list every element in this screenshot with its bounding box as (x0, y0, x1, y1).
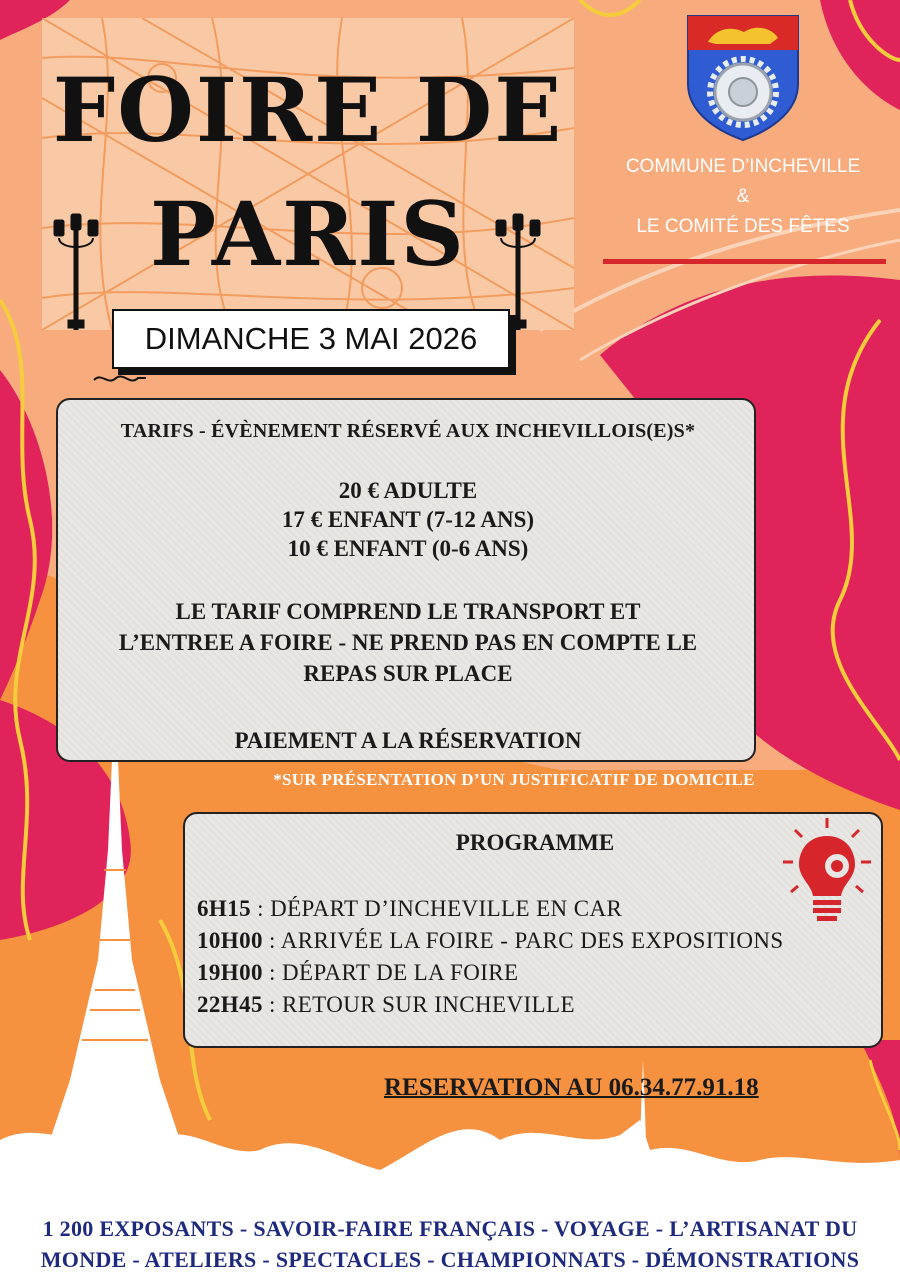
schedule-text: : DÉPART DE LA FOIRE (262, 960, 519, 985)
organizer-divider (603, 259, 886, 264)
organizer-line-1: COMMUNE D’INCHEVILLE (625, 156, 861, 177)
town-crest-icon (686, 14, 800, 142)
programme-panel (183, 812, 883, 1048)
reservation-phone[interactable]: RESERVATION AU 06.34.77.91.18 (384, 1074, 759, 1101)
tarifs-prices (58, 476, 758, 563)
included-line-2: L’ENTREE A FOIRE - NE PREND PAS EN COMPTE LE (118, 630, 698, 655)
tarifs-panel (56, 398, 756, 762)
title-line-1: FOIRE DE (52, 58, 564, 162)
lightbulb-gear-icon (781, 816, 873, 928)
schedule-item (197, 896, 622, 922)
price-child-7-12: 17 € ENFANT (7-12 ANS) (281, 507, 535, 532)
schedule-text: : RETOUR SUR INCHEVILLE (262, 992, 575, 1017)
payment-note: PAIEMENT A LA RÉSERVATION (234, 728, 582, 753)
schedule-time: 19H00 (197, 960, 263, 985)
schedule-item (197, 992, 575, 1018)
included-line-3: REPAS SUR PLACE (303, 661, 513, 686)
street-lamp-icon (50, 210, 102, 330)
included-line-1: LE TARIF COMPREND LE TRANSPORT ET (175, 599, 641, 624)
price-child-0-6: 10 € ENFANT (0-6 ANS) (287, 536, 529, 561)
schedule-time: 22H45 (197, 992, 263, 1017)
schedule-time: 6H15 (197, 896, 251, 921)
schedule-text: : DÉPART D’INCHEVILLE EN CAR (251, 896, 623, 921)
programme-heading: PROGRAMME (455, 830, 615, 855)
schedule-text: : ARRIVÉE LA FOIRE - PARC DES EXPOSITIONS (262, 928, 784, 953)
schedule-time: 10H00 (197, 928, 263, 953)
footer-line-2: MONDE - ATELIERS - SPECTACLES - CHAMPIONNATS - DÉMONSTRATIONS (40, 1247, 860, 1272)
organizer-block (600, 152, 886, 242)
squiggle-decoration (92, 372, 148, 386)
title-line-2: PARIS (150, 182, 466, 286)
schedule-item (197, 960, 518, 986)
schedule-item (197, 928, 784, 954)
residency-footnote: *SUR PRÉSENTATION D’UN JUSTIFICATIF DE DOMICILE (273, 770, 755, 789)
tarifs-heading: TARIFS - ÉVÈNEMENT RÉSERVÉ AUX INCHEVILLOIS(E)S* (120, 420, 696, 442)
footer-line-1: 1 200 EXPOSANTS - SAVOIR-FAIRE FRANÇAIS - VOYAGE - L’ARTISANAT DU (42, 1216, 858, 1241)
organizer-line-2: & (736, 186, 750, 207)
tarifs-included (58, 596, 758, 689)
organizer-line-3: LE COMITÉ DES FÊTES (636, 216, 850, 237)
features-footer (0, 1213, 900, 1275)
event-date: DIMANCHE 3 MAI 2026 (112, 309, 510, 369)
price-adult: 20 € ADULTE (338, 478, 478, 503)
